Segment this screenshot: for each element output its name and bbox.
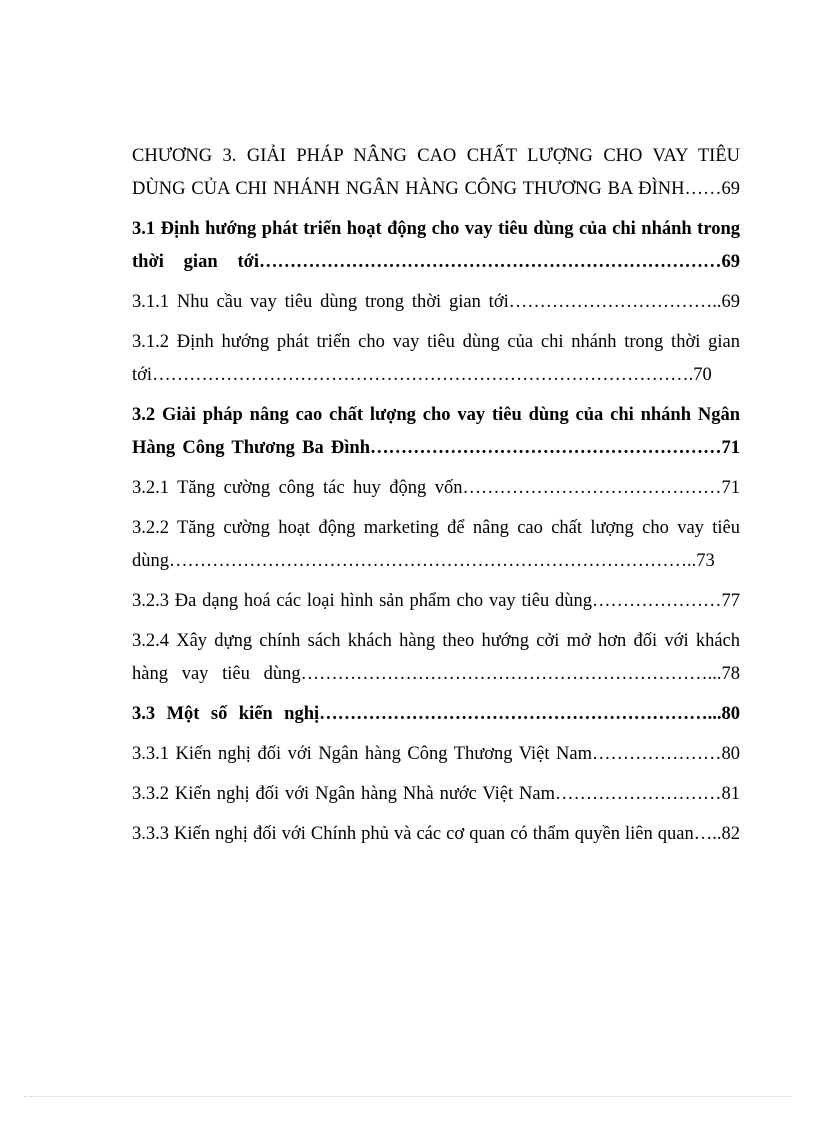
toc-entry-3-2-3[interactable] [132,585,740,618]
page-bottom-divider [24,1096,792,1097]
toc-line: dùng…………………………………………………………………………..73 [132,551,715,571]
toc-entry-3-2-1[interactable] [132,472,740,505]
toc-line: CHƯƠNG 3. GIẢI PHÁP NÂNG CAO CHẤT LƯỢNG CHO VAY TIÊU [132,146,740,166]
toc-line: 3.1.1 Nhu cầu vay tiêu dùng trong thời gian tới……………………………..69 [132,292,740,312]
toc-line: tới…………………………………………………………………………….70 [132,365,712,385]
toc-line: 3.1.2 Định hướng phát triển cho vay tiêu dùng của chi nhánh trong thời gian [132,332,740,352]
toc-line: Hàng Công Thương Ba Đình…………………………………………………71 [132,438,740,458]
toc-line: 3.2.2 Tăng cường hoạt động marketing để nâng cao chất lượng cho vay tiêu [132,518,740,538]
toc-line: 3.2.1 Tăng cường công tác huy động vốn……………………………………71 [132,478,740,498]
toc-entry-3-2[interactable] [132,399,740,465]
toc-line: 3.3 Một số kiến nghị………………………………………………………...80 [132,704,740,724]
toc-entry-3-3[interactable] [132,698,740,731]
toc-line: DÙNG CỦA CHI NHÁNH NGÂN HÀNG CÔNG THƯƠNG BA ĐÌNH……69 [132,179,740,199]
toc-entry-3-1[interactable] [132,213,740,279]
toc-line: thời gian tới…………………………………………………………………69 [132,252,740,272]
table-of-contents [132,140,740,851]
toc-line: 3.3.1 Kiến nghị đối với Ngân hàng Công Thương Việt Nam…………………80 [132,744,740,764]
toc-line: 3.2 Giải pháp nâng cao chất lượng cho vay tiêu dùng của chi nhánh Ngân [132,405,740,425]
toc-line: hàng vay tiêu dùng…………………………………………………………...78 [132,664,740,684]
toc-entry-3-3-3[interactable] [132,818,740,851]
toc-entry-3-2-4[interactable] [132,625,740,691]
toc-entry-3-3-1[interactable] [132,738,740,771]
toc-line: 3.3.3 Kiến nghị đối với Chính phủ và các cơ quan có thẩm quyền liên quan…..82 [132,824,740,844]
toc-line: 3.3.2 Kiến nghị đối với Ngân hàng Nhà nước Việt Nam………………………81 [132,784,740,804]
toc-entry-3-3-2[interactable] [132,778,740,811]
toc-line: 3.1 Định hướng phát triển hoạt động cho vay tiêu dùng của chi nhánh trong [132,219,740,239]
toc-entry-3-2-2[interactable] [132,512,740,578]
toc-entry-chapter-3[interactable] [132,140,740,206]
toc-line: 3.2.3 Đa dạng hoá các loại hình sản phẩm cho vay tiêu dùng…………………77 [132,591,740,611]
toc-entry-3-1-2[interactable] [132,326,740,392]
toc-line: 3.2.4 Xây dựng chính sách khách hàng theo hướng cởi mở hơn đối với khách [132,631,740,651]
toc-entry-3-1-1[interactable] [132,286,740,319]
